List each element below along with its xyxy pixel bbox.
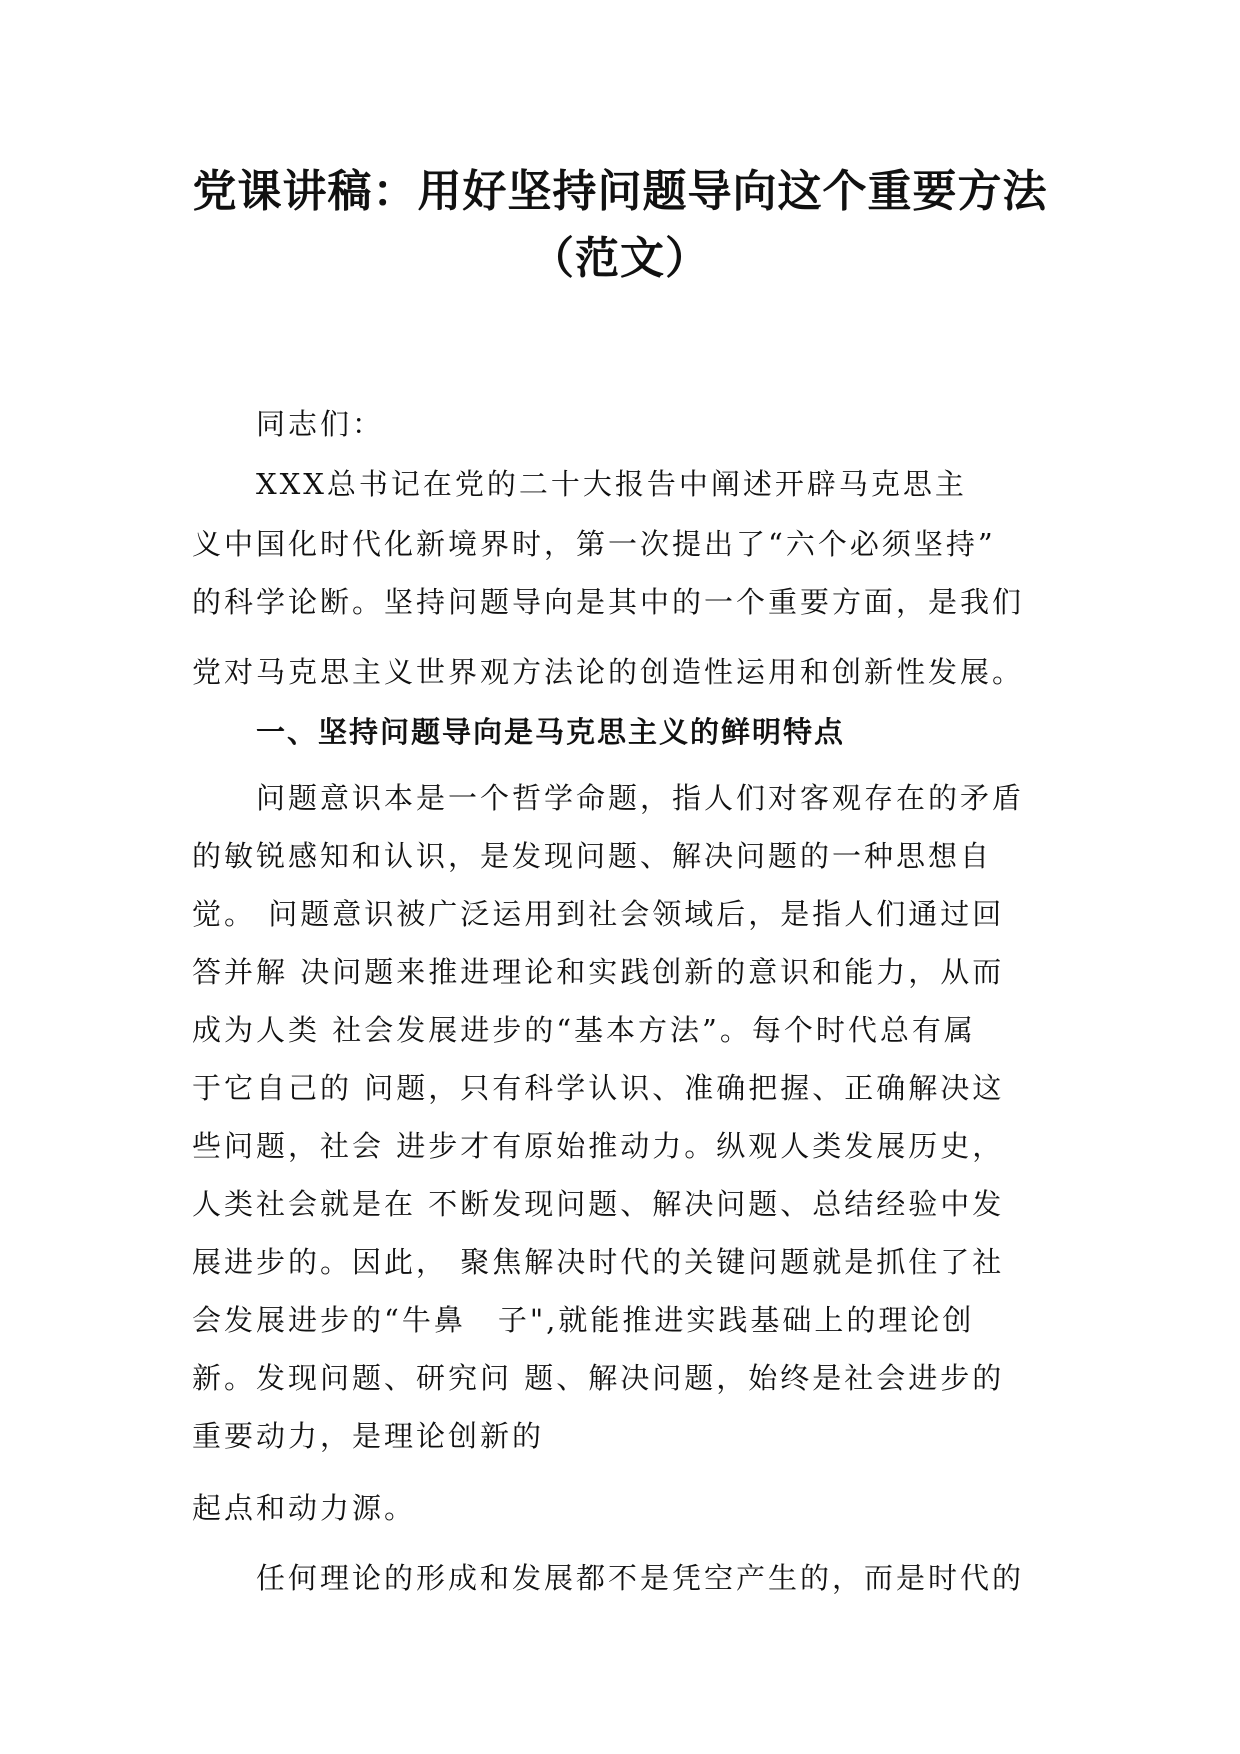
paragraph-line: 任何理论的形成和发展都不是凭空产生的，而是时代的 [256, 1561, 1025, 1595]
paragraph-line: 起点和动力源。 [192, 1491, 417, 1525]
section-heading: 一、坚持问题导向是马克思主义的鲜明特点 [256, 715, 846, 749]
paragraph-line: 人类社会就是在 不断发现问题、解决问题、总结经验中发 [192, 1187, 1005, 1221]
paragraph-line: XXX总书记在党的二十大报告中阐述开辟马克思主 [256, 467, 967, 501]
paragraph-line: 于它自己的 问题，只有科学认识、准确把握、正确解决这 [192, 1071, 1005, 1105]
document-title: 党课讲稿：用好坚持问题导向这个重要方法 [192, 166, 1048, 217]
paragraph-line: 答并解 决问题来推进理论和实践创新的意识和能力，从而 [192, 955, 1005, 989]
paragraph-line: 问题意识本是一个哲学命题，指人们对客观存在的矛盾 [256, 781, 1025, 815]
paragraph-line: 会发展进步的“牛鼻 子",就能推进实践基础上的理论创 [192, 1303, 975, 1337]
paragraph-line: 新。发现问题、研究问 题、解决问题，始终是社会进步的 [192, 1361, 1005, 1395]
paragraph-line: 觉。 问题意识被广泛运用到社会领域后，是指人们通过回 [192, 897, 1005, 931]
paragraph-line: 些问题，社会 进步才有原始推动力。纵观人类发展历史， [192, 1129, 1005, 1163]
paragraph-line: 义中国化时代化新境界时，第一次提出了“六个必须坚持” [192, 527, 996, 561]
paragraph-line: 党对马克思主义世界观方法论的创造性运用和创新性发展。 [192, 655, 1025, 689]
paragraph-line: 成为人类 社会发展进步的“基本方法”。每个时代总有属 [192, 1013, 976, 1047]
paragraph-line: 的敏锐感知和认识，是发现问题、解决问题的一种思想自 [192, 839, 993, 873]
salutation: 同志们： [256, 407, 385, 441]
document-title-suffix: （范文） [530, 233, 710, 284]
paragraph-line: 展进步的。因此， 聚焦解决时代的关键问题就是抓住了社 [192, 1245, 1005, 1279]
paragraph-line: 重要动力，是理论创新的 [192, 1419, 545, 1453]
paragraph-line: 的科学论断。坚持问题导向是其中的一个重要方面，是我们 [192, 585, 1025, 619]
